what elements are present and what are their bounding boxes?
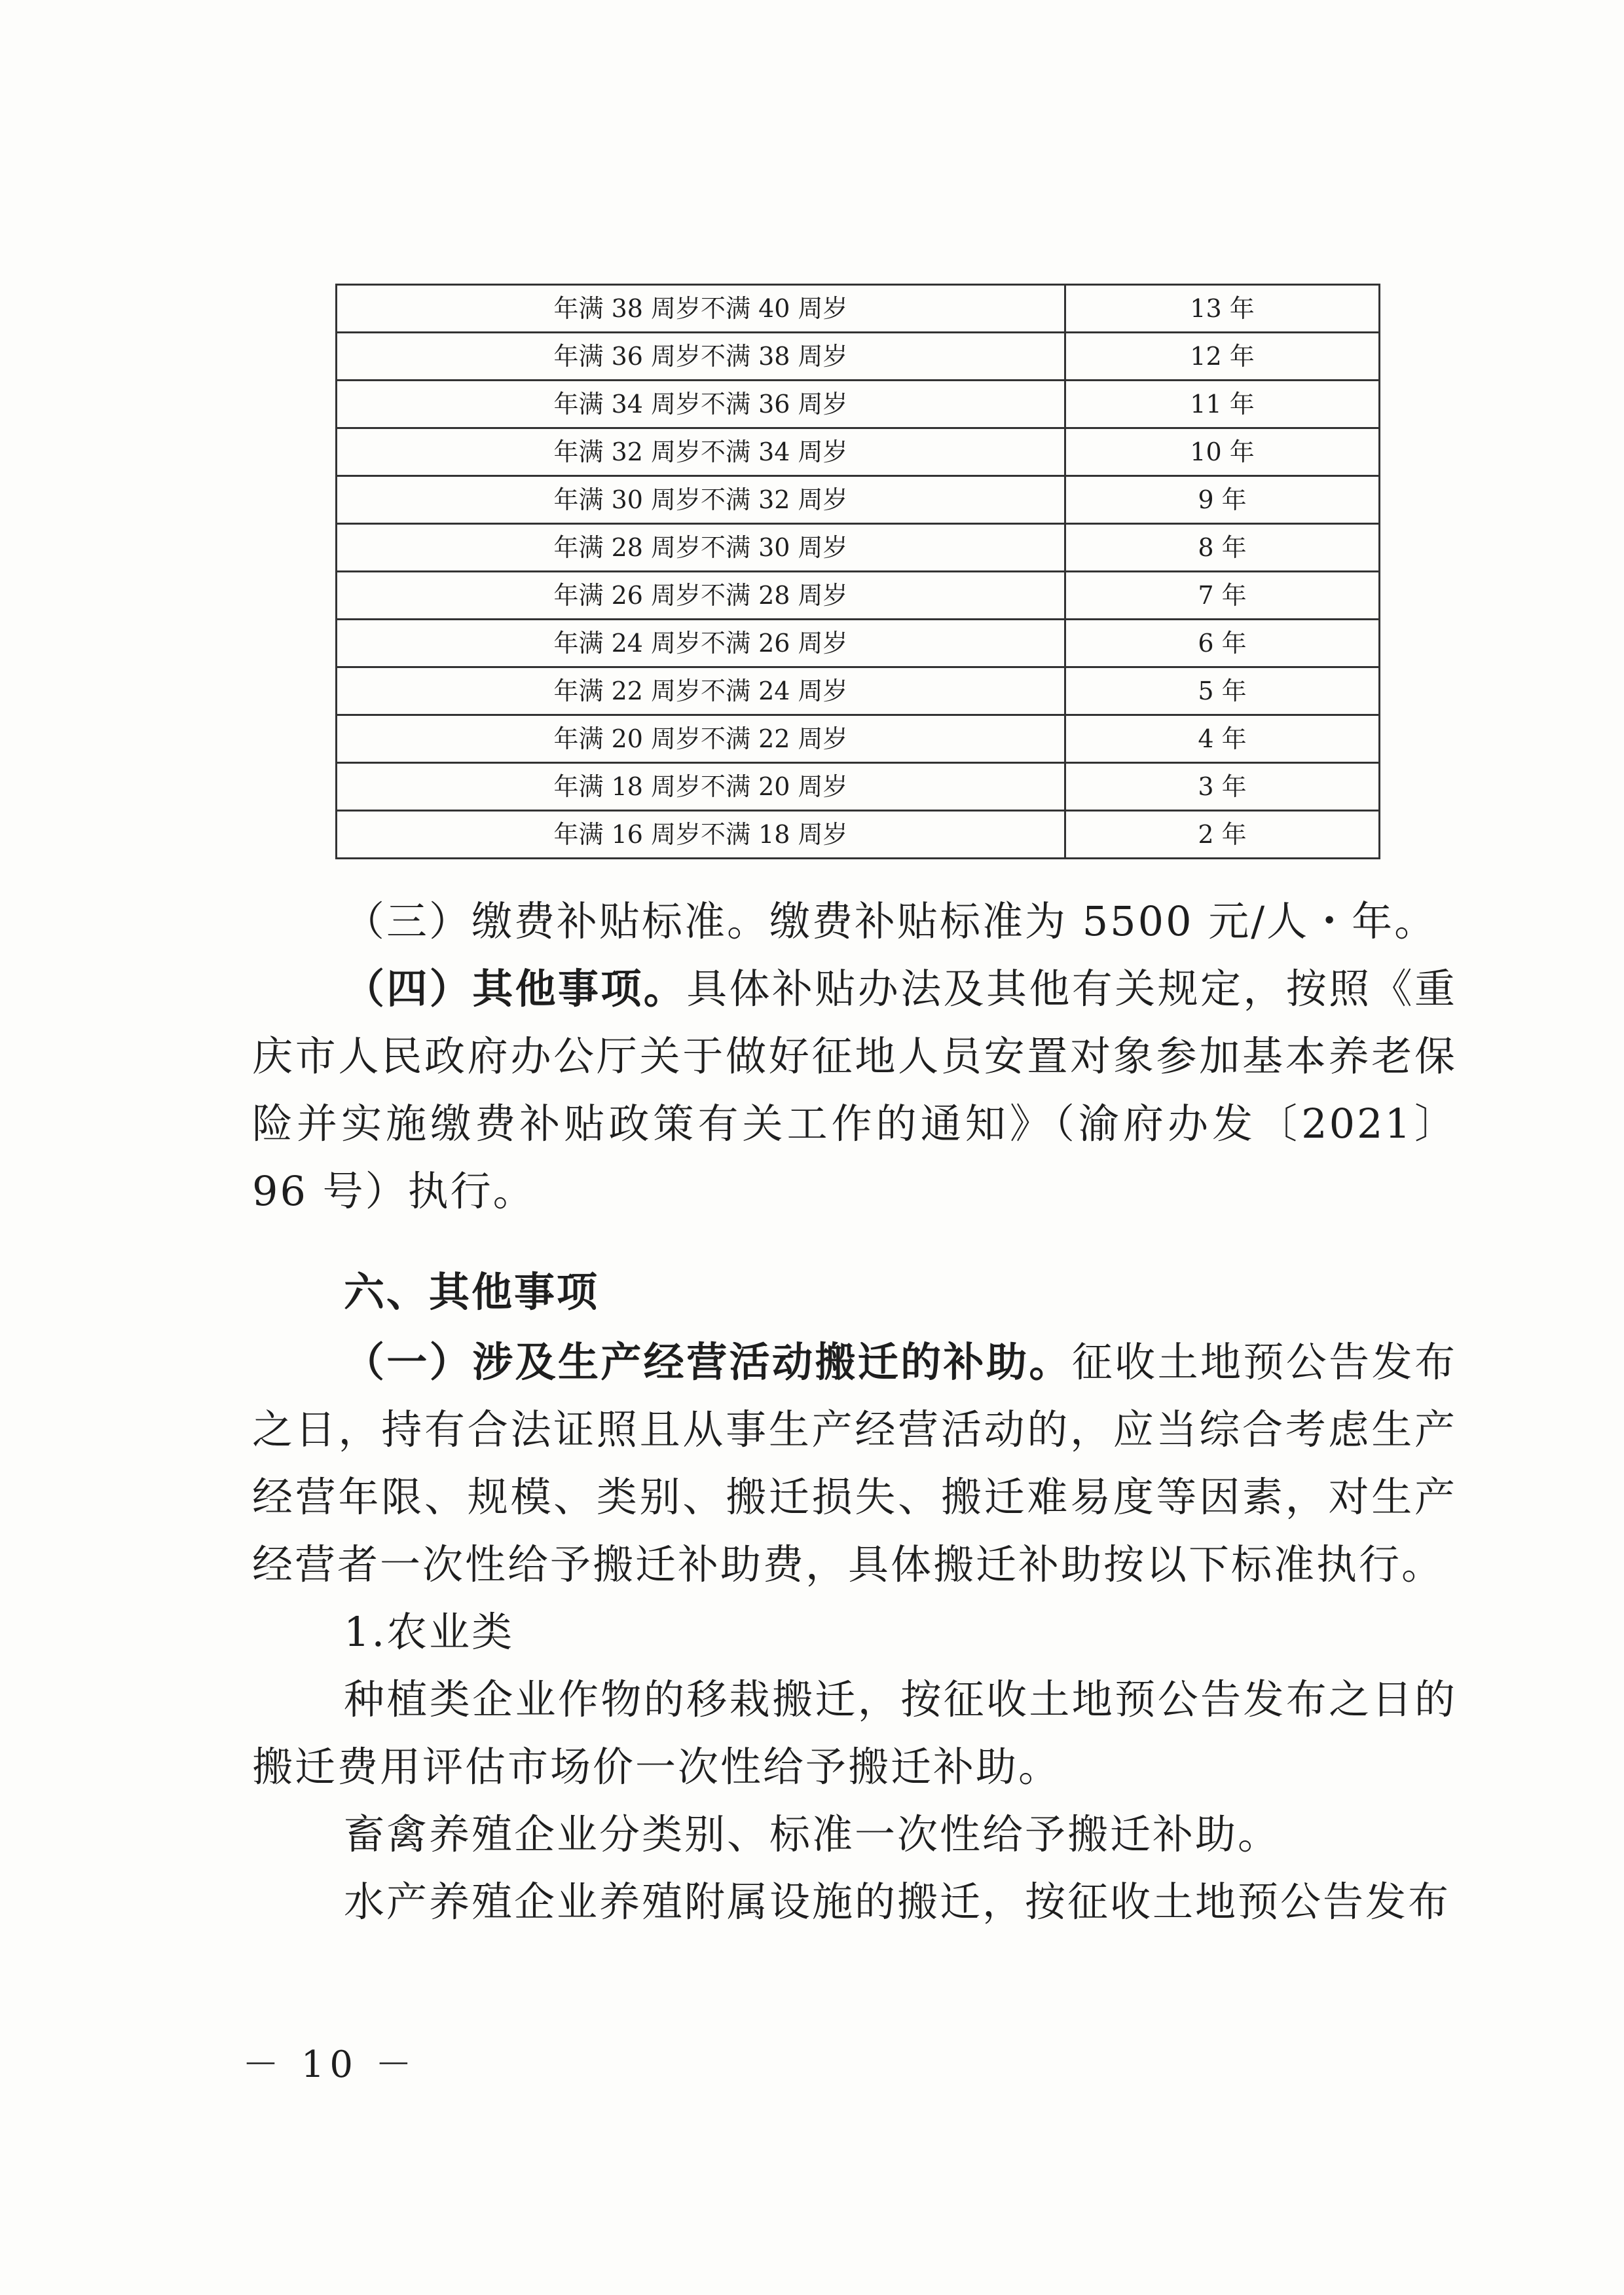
age-range-cell: 年满 18 周岁不满 20 周岁 [337, 763, 1065, 811]
table-row [337, 476, 1380, 524]
years-cell: 10 年 [1065, 428, 1380, 476]
age-range-cell: 年满 38 周岁不满 40 周岁 [337, 285, 1065, 333]
years-cell: 11 年 [1065, 381, 1380, 428]
age-range-cell: 年满 28 周岁不满 30 周岁 [337, 524, 1065, 572]
section6-heading: 六、其他事项 [344, 1268, 600, 1316]
paragraph-relocation-subsidy [252, 1328, 1457, 1598]
table-row [337, 715, 1380, 763]
years-cell: 2 年 [1065, 811, 1380, 859]
paragraph-livestock: 畜禽养殖企业分类别、标准一次性给予搬迁补助。 [344, 1810, 1281, 1858]
table-row [337, 381, 1380, 428]
years-cell: 3 年 [1065, 763, 1380, 811]
years-cell: 7 年 [1065, 572, 1380, 620]
years-cell: 13 年 [1065, 285, 1380, 333]
section3-heading: （三）缴费补贴标准。 [344, 897, 770, 945]
table-row [337, 572, 1380, 620]
age-range-cell: 年满 16 周岁不满 18 周岁 [337, 811, 1065, 859]
table-row [337, 620, 1380, 667]
years-cell: 6 年 [1065, 620, 1380, 667]
age-range-cell: 年满 30 周岁不满 32 周岁 [337, 476, 1065, 524]
age-range-cell: 年满 22 周岁不满 24 周岁 [337, 667, 1065, 715]
years-cell: 8 年 [1065, 524, 1380, 572]
paragraph-other-matters [252, 955, 1457, 1225]
age-range-cell: 年满 20 周岁不满 22 周岁 [337, 715, 1065, 763]
table-row [337, 524, 1380, 572]
section3-text: 缴费补贴标准为 5500 元/人・年。 [769, 897, 1437, 945]
agriculture-heading: 1.农业类 [344, 1608, 515, 1656]
years-cell: 4 年 [1065, 715, 1380, 763]
age-range-cell: 年满 36 周岁不满 38 周岁 [337, 333, 1065, 381]
table-row [337, 763, 1380, 811]
age-years-table [335, 284, 1380, 859]
age-range-cell: 年满 24 周岁不满 26 周岁 [337, 620, 1065, 667]
paragraph-aquaculture: 水产养殖企业养殖附属设施的搬迁，按征收土地预公告发布 [344, 1878, 1451, 1926]
years-cell: 9 年 [1065, 476, 1380, 524]
section4-text: 具体补贴办法及其他有关规定，按照《重庆市人民政府办公厅关于做好征地人员安置对象参加基本养老保险并实施缴费补贴政策有关工作的通知》（渝府办发〔2021〕96 号）执行。 [252, 965, 1457, 1215]
section4-heading: （四）其他事项。 [344, 965, 687, 1013]
paragraph-planting: 种植类企业作物的移栽搬迁，按征收土地预公告发布之日的搬迁费用评估市场价一次性给予搬迁补助。 [252, 1675, 1457, 1791]
page-number: － 10 － [242, 2043, 417, 2086]
table-row [337, 428, 1380, 476]
years-cell: 5 年 [1065, 667, 1380, 715]
paragraph-contribution-subsidy [252, 887, 1457, 955]
age-range-cell: 年满 32 周岁不满 34 周岁 [337, 428, 1065, 476]
age-range-cell: 年满 26 周岁不满 28 周岁 [337, 572, 1065, 620]
table-row [337, 667, 1380, 715]
age-range-cell: 年满 34 周岁不满 36 周岁 [337, 381, 1065, 428]
table-row [337, 285, 1380, 333]
item1-text: 征收土地预公告发布之日，持有合法证照且从事生产经营活动的，应当综合考虑生产经营年限、规模、类别、搬迁损失、搬迁难易度等因素，对生产经营者一次性给予搬迁补助费，具体搬迁补助按以下标准执行。 [252, 1338, 1457, 1588]
years-cell: 12 年 [1065, 333, 1380, 381]
table-row [337, 333, 1380, 381]
table-row [337, 811, 1380, 859]
item1-heading: （一）涉及生产经营活动搬迁的补助。 [344, 1338, 1072, 1386]
table-body [337, 285, 1380, 859]
